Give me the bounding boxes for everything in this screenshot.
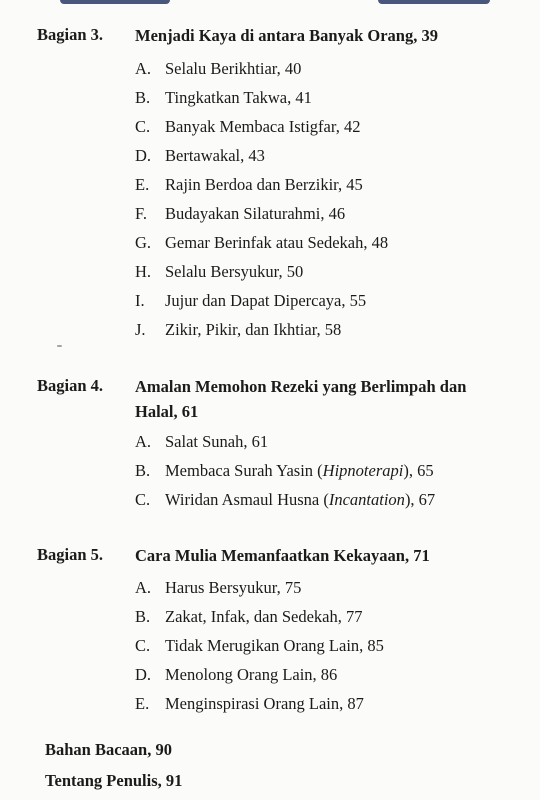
tentang-penulis-entry: Tentang Penulis, 91 xyxy=(45,771,183,790)
toc-item xyxy=(0,141,540,170)
page-speck xyxy=(57,345,62,347)
toc-item xyxy=(0,573,540,602)
item-letter: A. xyxy=(135,59,152,78)
section-title: Menjadi Kaya di antara Banyak Orang, 39 xyxy=(135,26,438,45)
item-text: Budayakan Silaturahmi, 46 xyxy=(165,204,346,223)
item-letter: B. xyxy=(135,461,151,480)
item-letter: C. xyxy=(135,490,151,509)
item-letter: C. xyxy=(135,636,151,655)
section-title: Amalan Memohon Rezeki yang Berlimpah dan Halal, 61 xyxy=(135,377,467,421)
item-letter: E. xyxy=(135,175,150,194)
top-edge-mark-right xyxy=(378,0,490,4)
item-letter: H. xyxy=(135,262,152,281)
item-letter: I. xyxy=(135,291,145,310)
item-text: Jujur dan Dapat Dipercaya, 55 xyxy=(165,291,367,310)
item-letter: E. xyxy=(135,694,150,713)
toc-item xyxy=(0,112,540,141)
item-letter: B. xyxy=(135,88,151,107)
item-letter: D. xyxy=(135,665,152,684)
item-text: Gemar Berinfak atau Sedekah, 48 xyxy=(165,233,389,252)
item-italic-term: Hipnoterapi xyxy=(322,461,404,480)
top-edge-mark-left xyxy=(60,0,170,4)
item-letter: B. xyxy=(135,607,151,626)
toc-item xyxy=(0,602,540,631)
toc-item xyxy=(0,257,540,286)
item-letter: A. xyxy=(135,432,152,451)
toc-item xyxy=(0,456,540,485)
toc-item xyxy=(0,427,540,456)
item-text: Wiridan Asmaul Husna (Incantation), 67 xyxy=(165,490,436,509)
item-text: Selalu Bersyukur, 50 xyxy=(165,262,304,281)
item-text: Banyak Membaca Istigfar, 42 xyxy=(165,117,361,136)
item-text: Menolong Orang Lain, 86 xyxy=(165,665,338,684)
item-text: Harus Bersyukur, 75 xyxy=(165,578,302,597)
item-text: Tidak Merugikan Orang Lain, 85 xyxy=(165,636,384,655)
item-text: Tingkatkan Takwa, 41 xyxy=(165,88,312,107)
toc-item xyxy=(0,286,540,315)
toc-item xyxy=(0,170,540,199)
bahan-bacaan-entry: Bahan Bacaan, 90 xyxy=(45,740,172,759)
item-text: Menginspirasi Orang Lain, 87 xyxy=(165,694,364,713)
section-label: Bagian 5. xyxy=(37,545,104,564)
toc-item xyxy=(0,485,540,514)
item-text: Selalu Berikhtiar, 40 xyxy=(165,59,302,78)
item-text: Salat Sunah, 61 xyxy=(165,432,269,451)
item-text: Rajin Berdoa dan Berzikir, 45 xyxy=(165,175,363,194)
toc-item xyxy=(0,660,540,689)
toc-item xyxy=(0,631,540,660)
toc-item xyxy=(0,689,540,718)
item-letter: G. xyxy=(135,233,152,252)
toc-item xyxy=(0,199,540,228)
item-letter: F. xyxy=(135,204,147,223)
item-italic-term: Incantation xyxy=(328,490,405,509)
toc-item xyxy=(0,228,540,257)
toc-item xyxy=(0,83,540,112)
item-letter: C. xyxy=(135,117,151,136)
item-text: Zakat, Infak, dan Sedekah, 77 xyxy=(165,607,363,626)
toc-item xyxy=(0,54,540,83)
section-title: Cara Mulia Memanfaatkan Kekayaan, 71 xyxy=(135,546,430,565)
item-letter: A. xyxy=(135,578,152,597)
item-letter: D. xyxy=(135,146,152,165)
item-text: Membaca Surah Yasin (Hipnoterapi), 65 xyxy=(165,461,434,480)
toc-item xyxy=(0,315,540,344)
section-label: Bagian 3. xyxy=(37,25,104,44)
item-letter: J. xyxy=(135,320,146,339)
item-text: Zikir, Pikir, dan Ikhtiar, 58 xyxy=(165,320,342,339)
section-label: Bagian 4. xyxy=(37,376,104,395)
item-text: Bertawakal, 43 xyxy=(165,146,265,165)
